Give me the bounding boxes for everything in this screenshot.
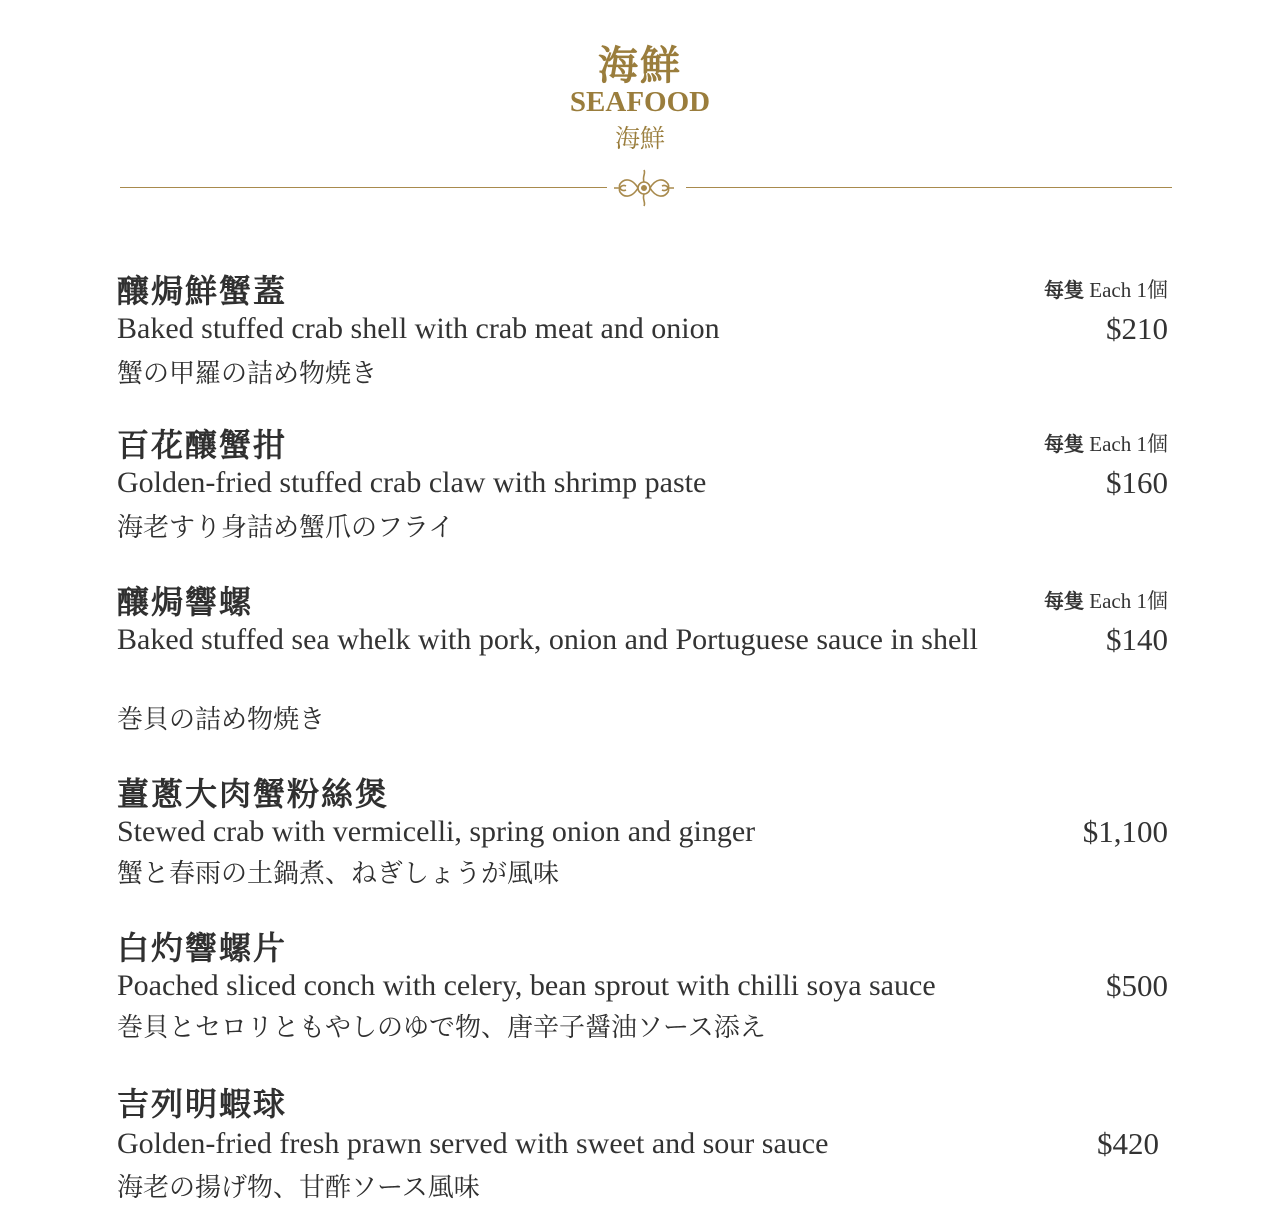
section-title-chinese: 海鮮: [598, 42, 682, 89]
dish-name-chinese: 白灼響螺片: [117, 929, 288, 967]
portion-unit-english: Each 1個: [1089, 432, 1168, 456]
dish-price: $210: [1106, 311, 1168, 346]
dish-name-japanese: 海老の揚げ物、甘酢ソース風味: [117, 1173, 480, 1203]
portion-unit-english: Each 1個: [1089, 589, 1168, 613]
divider-line-right: [686, 187, 1172, 188]
dish-price: $140: [1106, 622, 1168, 657]
menu-item: [0, 266, 1280, 389]
portion-unit-chinese: 每隻: [1044, 432, 1085, 456]
dish-name-english: Baked stuffed crab shell with crab meat and onion: [117, 312, 720, 345]
dish-name-chinese: 吉列明蝦球: [117, 1085, 288, 1123]
dish-price: $160: [1106, 465, 1168, 500]
dish-name-english: Golden-fried fresh prawn served with sweet and sour sauce: [117, 1127, 829, 1160]
portion-unit-english: Each 1個: [1089, 278, 1168, 302]
ornament-icon: [610, 168, 678, 208]
dish-name-english: Baked stuffed sea whelk with pork, onion and Portuguese sauce in shell: [117, 623, 978, 656]
dish-name-chinese: 薑蔥大肉蟹粉絲煲: [117, 775, 390, 813]
portion-unit-chinese: 每隻: [1044, 589, 1085, 613]
dish-name-japanese: 海老すり身詰め蟹爪のフライ: [117, 513, 455, 543]
menu-item: [0, 769, 1280, 889]
dish-price: $1,100: [1082, 814, 1168, 849]
portion-unit: [1044, 274, 1168, 304]
portion-unit: [1044, 428, 1168, 458]
dish-name-japanese: 蟹の甲羅の詰め物焼き: [117, 359, 378, 389]
dish-price: $500: [1106, 968, 1168, 1003]
dish-name-english: Stewed crab with vermicelli, spring onion and ginger: [117, 815, 756, 848]
dish-name-japanese: 蟹と春雨の土鍋煮、ねぎしょうが風味: [117, 859, 560, 889]
section-title-japanese: 海鮮: [614, 124, 665, 153]
dish-name-japanese: 巻貝の詰め物焼き: [117, 705, 326, 735]
section-title-english: SEAFOOD: [569, 86, 711, 118]
dish-name-english: Golden-fried stuffed crab claw with shrimp paste: [117, 466, 707, 499]
menu-item: [0, 577, 1280, 737]
dish-name-japanese: 巻貝とセロリともやしのゆで物、唐辛子醤油ソース添え: [117, 1013, 766, 1043]
dish-name-chinese: 釀焗響螺: [117, 583, 254, 621]
menu-item: [0, 420, 1280, 543]
menu-item: [0, 1079, 1280, 1204]
menu-item: [0, 923, 1280, 1043]
portion-unit: [1044, 585, 1168, 615]
dish-price: $420: [1097, 1126, 1159, 1161]
divider-line-left: [120, 187, 607, 188]
dish-name-chinese: 釀焗鮮蟹蓋: [117, 272, 288, 310]
portion-unit-chinese: 每隻: [1044, 278, 1085, 302]
menu-header: [0, 0, 1280, 225]
dish-name-english: Poached sliced conch with celery, bean sprout with chilli soya sauce: [117, 969, 936, 1002]
dish-name-chinese: 百花釀蟹拑: [117, 426, 288, 464]
